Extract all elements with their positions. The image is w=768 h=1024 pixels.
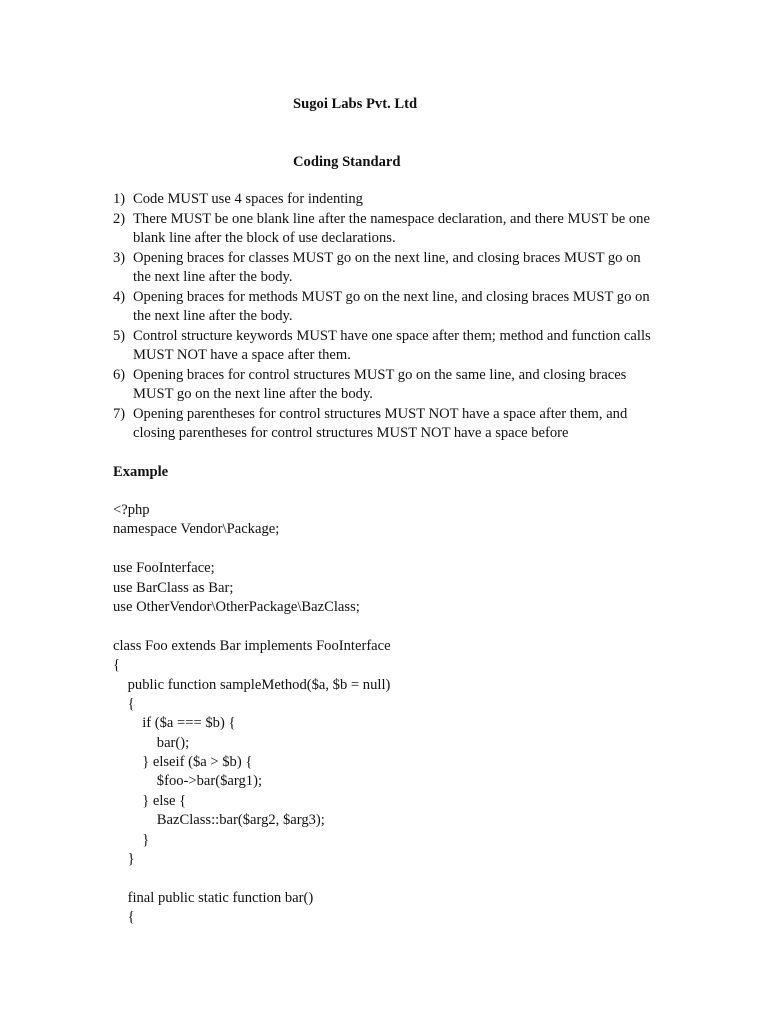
rule-text: Opening braces for methods MUST go on the next line, and closing braces MUST go on the next line after the body. (133, 288, 650, 324)
company-name: Sugoi Labs Pvt. Ltd (293, 96, 418, 112)
code-line: } (113, 851, 135, 868)
example-heading: Example (113, 464, 169, 480)
code-line (113, 617, 391, 636)
rule-number: 7) (113, 405, 126, 422)
rule-text: There MUST be one blank line after the namespace declaration, and there MUST be one blank line after the block of use declarations. (133, 210, 650, 246)
rule-number: 2) (113, 210, 126, 227)
code-line (113, 869, 391, 888)
rule-number: 6) (113, 366, 126, 383)
code-line: use OtherVendor\OtherPackage\BazClass; (113, 598, 360, 615)
rules-list (113, 190, 653, 444)
code-line: } elseif ($a > $b) { (113, 754, 253, 771)
rule-number: 4) (113, 288, 126, 305)
code-line: { (113, 695, 135, 712)
code-line: class Foo extends Bar implements FooInterface (113, 637, 391, 654)
code-line: use BarClass as Bar; (113, 579, 234, 596)
code-line: { (113, 657, 121, 674)
rule-text: Opening braces for control structures MUST go on the same line, and closing braces MUST go on the next line after the body. (133, 366, 627, 402)
code-line: $foo->bar($arg1); (113, 773, 262, 790)
rule-text: Opening braces for classes MUST go on the next line, and closing braces MUST go on the next line after the body. (133, 249, 641, 285)
rule-item (113, 288, 653, 327)
code-example (113, 501, 391, 928)
code-line: bar(); (113, 734, 190, 751)
rule-item (113, 405, 653, 444)
code-line: <?php (113, 502, 150, 518)
code-line (113, 540, 391, 559)
code-line: { (113, 909, 135, 926)
rule-item (113, 190, 653, 210)
rule-text: Opening parentheses for control structures MUST NOT have a space after them, and closing parentheses for control structures MUST NOT have a space before (133, 405, 628, 441)
document-title: Coding Standard (293, 154, 401, 170)
rule-text: Code MUST use 4 spaces for indenting (133, 191, 363, 207)
code-line: public function sampleMethod($a, $b = null) (113, 676, 391, 693)
rule-number: 5) (113, 327, 126, 344)
rule-item (113, 210, 653, 249)
code-line: use FooInterface; (113, 560, 215, 577)
code-line: namespace Vendor\Package; (113, 521, 280, 538)
code-line: } (113, 831, 150, 848)
rule-item (113, 327, 653, 366)
code-line: BazClass::bar($arg2, $arg3); (113, 812, 325, 829)
code-line: } else { (113, 792, 187, 809)
rule-item (113, 366, 653, 405)
rule-item (113, 249, 653, 288)
rule-text: Control structure keywords MUST have one space after them; method and function calls MUST NOT have a space after them. (133, 327, 651, 363)
rule-number: 1) (113, 191, 126, 207)
code-line: final public static function bar() (113, 889, 314, 906)
rule-number: 3) (113, 249, 126, 266)
code-line: if ($a === $b) { (113, 715, 236, 732)
